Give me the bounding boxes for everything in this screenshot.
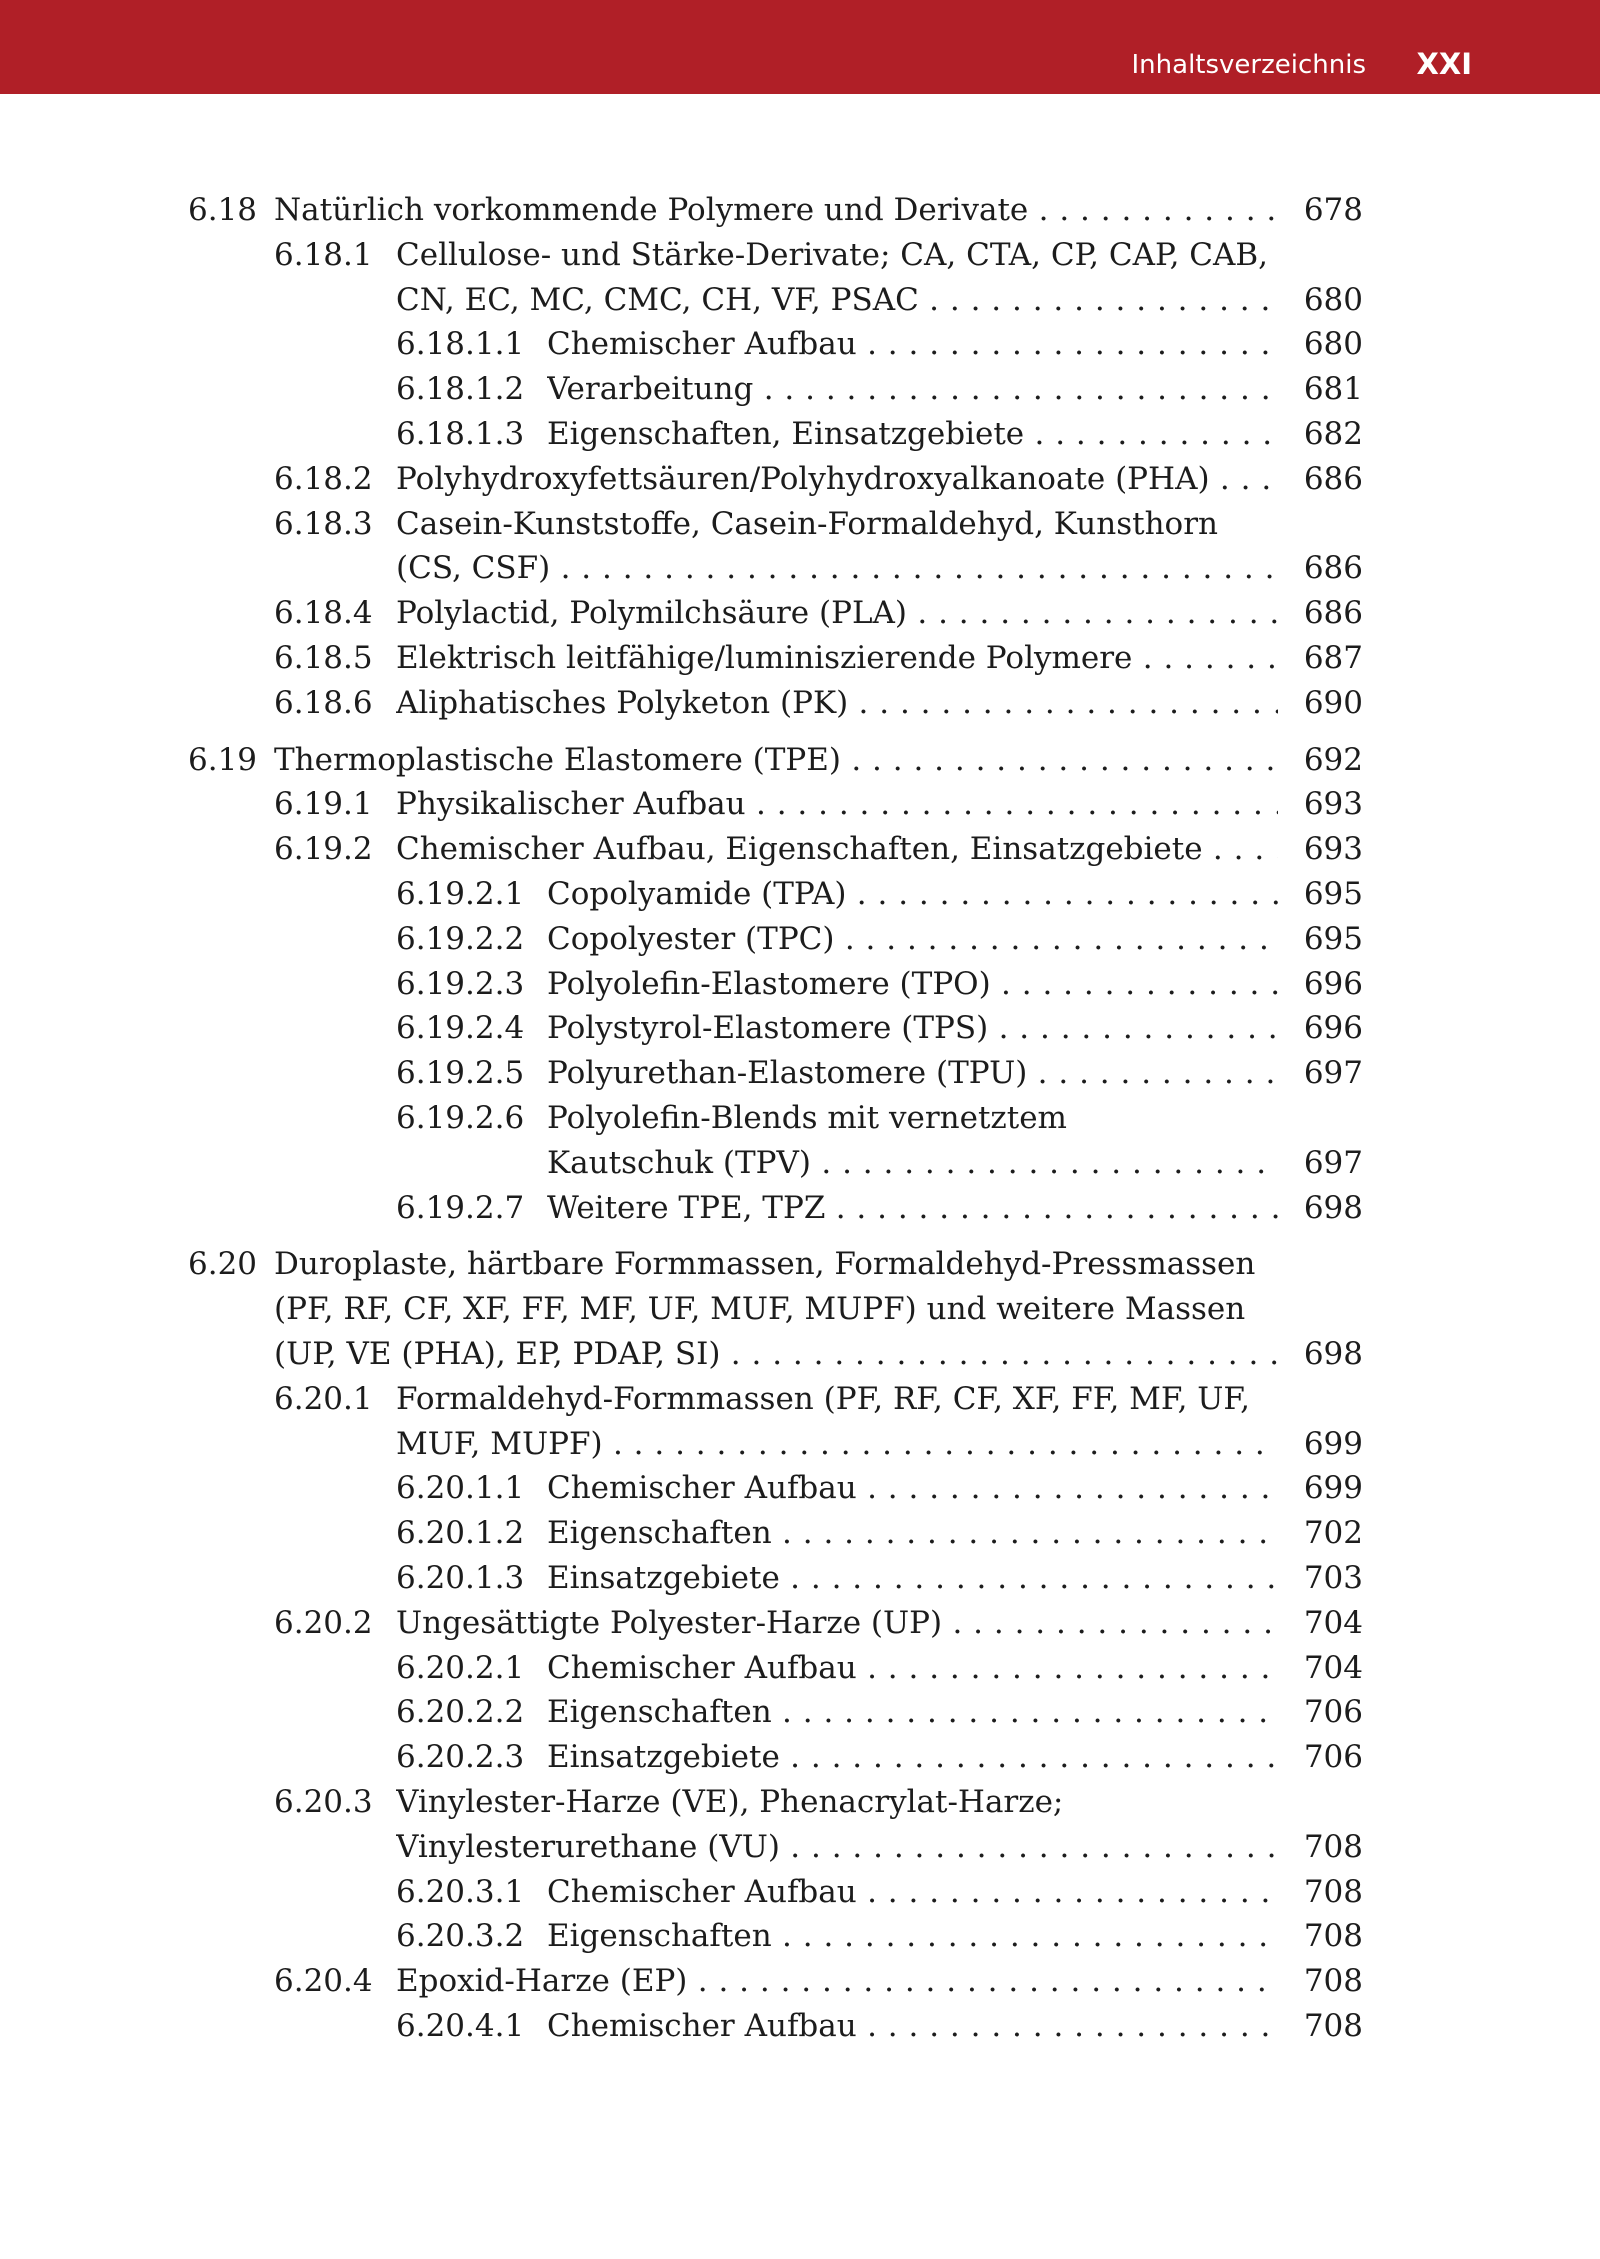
toc-entry-page: 697: [1303, 1055, 1363, 1092]
toc-entry-number: 6.19.2: [274, 831, 373, 868]
toc-entry-page: 693: [1303, 831, 1363, 868]
toc-entry: [0, 591, 1600, 635]
toc-entry-title: Einsatzgebiete . . .: [547, 1735, 1278, 1779]
toc-entry-number: 6.20.1: [274, 1380, 373, 1417]
toc-entry-page: 698: [1303, 1336, 1363, 1372]
toc-entry-page: 686: [1303, 595, 1363, 632]
toc-entry-title: Chemischer Aufbau . . .: [547, 322, 1278, 366]
toc-entry-title: Chemischer Aufbau . . .: [547, 1466, 1278, 1510]
toc-entry-number: 6.20.2.2: [396, 1694, 525, 1731]
toc-entry: [0, 1006, 1600, 1050]
toc-entry-title: Polyurethan-Elastomere (TPU) . . .: [547, 1051, 1278, 1095]
page-number: XXI: [1416, 47, 1472, 81]
toc-entry-number: 6.20.2.3: [396, 1739, 525, 1776]
toc-entry: [0, 1332, 1600, 1376]
toc-entry-page: 678: [1303, 192, 1363, 228]
toc-entry: [0, 322, 1600, 366]
toc-entry: [0, 1870, 1600, 1914]
toc-entry-number: 6.20.2.1: [396, 1649, 525, 1686]
toc-entry-page: 698: [1303, 1189, 1363, 1226]
toc-entry-title: Elektrisch leitfähige/luminiszierende Polymere . . .: [396, 636, 1278, 680]
toc-entry-number: 6.20.2: [274, 1604, 373, 1641]
toc-entry: [0, 636, 1600, 680]
toc-entry-number: 6.19.2.6: [396, 1100, 525, 1136]
toc-entry-page: 692: [1303, 741, 1363, 778]
toc-entry: [0, 872, 1600, 916]
toc-entry-title: MUF, MUPF) . . .: [396, 1422, 1278, 1466]
toc-entry-title: Eigenschaften . . .: [547, 1690, 1278, 1734]
toc-entry-number: 6.18.3: [274, 505, 373, 542]
toc-entry: [0, 1242, 1600, 1286]
toc-entry-page: 695: [1303, 920, 1363, 957]
toc-entry: [0, 1511, 1600, 1555]
toc-entry-title: Polyhydroxyfettsäuren/Polyhydroxyalkanoate (PHA) . . .: [396, 457, 1278, 501]
toc-entry-number: 6.20.3.2: [396, 1918, 525, 1955]
toc-entry-title: Cellulose- und Stärke-Derivate; CA, CTA, CP, CAP, CAB,: [396, 236, 1269, 273]
toc-entry-number: 6.19.2.3: [396, 965, 525, 1002]
toc-entry-page: 699: [1303, 1470, 1363, 1507]
toc-entry: [0, 233, 1600, 277]
toc-entry: [0, 1377, 1600, 1421]
toc-entry: [0, 782, 1600, 826]
toc-entry-number: 6.19.2.2: [396, 920, 525, 957]
toc-entry-number: 6.18: [188, 192, 258, 228]
toc-entry-number: 6.20: [188, 1246, 258, 1283]
toc-entry-page: 704: [1303, 1649, 1363, 1686]
toc-entry-title: Chemischer Aufbau . . .: [547, 1646, 1278, 1690]
toc-entry-page: 708: [1303, 1873, 1363, 1910]
toc-entry-title: Chemischer Aufbau . . .: [547, 1870, 1278, 1914]
toc-entry-number: 6.18.5: [274, 640, 373, 676]
toc-entry-page: 706: [1303, 1739, 1363, 1776]
toc-entry-title: Verarbeitung . . .: [547, 367, 1278, 411]
toc-entry: [0, 1780, 1600, 1824]
toc-entry-title: Einsatzgebiete . . .: [547, 1556, 1278, 1600]
toc-entry-page: 696: [1303, 965, 1363, 1002]
toc-entry-number: 6.18.1: [274, 236, 373, 273]
toc-entry-page: 687: [1303, 640, 1363, 676]
toc-entry-page: 699: [1303, 1425, 1363, 1462]
toc-entry-number: 6.20.4: [274, 1963, 373, 2000]
toc-entry: [0, 278, 1600, 322]
toc-entry-title: Polyolefin-Elastomere (TPO) . . .: [547, 962, 1278, 1006]
toc-entry: [0, 738, 1600, 782]
toc-entry: [0, 1141, 1600, 1185]
toc-entry-number: 6.18.1.2: [396, 371, 525, 408]
toc-entry-number: 6.18.1.1: [396, 326, 525, 363]
toc-entry-title: Polyolefin-Blends mit vernetztem: [547, 1100, 1067, 1136]
toc-entry: [0, 1601, 1600, 1645]
toc-entry: [0, 1287, 1600, 1331]
toc-entry: [0, 1096, 1600, 1140]
toc-entry: [0, 1735, 1600, 1779]
toc-entry-title: (CS, CSF) . . .: [396, 546, 1278, 590]
toc-entry-title: Epoxid-Harze (EP) . . .: [396, 1959, 1278, 2003]
toc-entry: [0, 1051, 1600, 1095]
toc-entry: [0, 1825, 1600, 1869]
toc-entry-page: 703: [1303, 1560, 1363, 1596]
toc-entry-title: Chemischer Aufbau, Eigenschaften, Einsatzgebiete . . .: [396, 827, 1278, 871]
toc-entry-page: 708: [1303, 1828, 1363, 1865]
toc-entry-page: 682: [1303, 416, 1363, 452]
toc-entry-title: (UP, VE (PHA), EP, PDAP, SI) . . .: [274, 1332, 1278, 1376]
toc-entry: [0, 367, 1600, 411]
toc-entry: [0, 1186, 1600, 1230]
toc-entry-title: Ungesättigte Polyester-Harze (UP) . . .: [396, 1601, 1278, 1645]
toc-entry-number: 6.19.2.5: [396, 1055, 525, 1092]
toc-entry-title: Duroplaste, härtbare Formmassen, Formaldehyd-Pressmassen: [274, 1246, 1256, 1283]
toc-entry-page: 708: [1303, 1918, 1363, 1955]
toc-entry-title: Eigenschaften . . .: [547, 1914, 1278, 1958]
toc-entry-title: Aliphatisches Polyketon (PK) . . .: [396, 681, 1278, 725]
toc-entry-page: 680: [1303, 281, 1363, 318]
toc-entry: [0, 457, 1600, 501]
toc-entry-number: 6.19.2.4: [396, 1010, 525, 1047]
toc-entry: [0, 917, 1600, 961]
toc-entry-number: 6.19.1: [274, 786, 373, 823]
toc-entry-title: Eigenschaften, Einsatzgebiete . . .: [547, 412, 1278, 456]
toc-entry: [0, 188, 1600, 232]
toc-entry-number: 6.19: [188, 741, 258, 778]
toc-entry-page: 686: [1303, 550, 1363, 587]
toc-entry: [0, 1646, 1600, 1690]
toc-entry-page: 695: [1303, 876, 1363, 912]
toc-entry-number: 6.20.3.1: [396, 1873, 525, 1910]
toc-entry-title: Copolyamide (TPA) . . .: [547, 872, 1278, 916]
toc-entry-page: 680: [1303, 326, 1363, 363]
toc-entry: [0, 962, 1600, 1006]
toc-entry-number: 6.19.2.1: [396, 876, 525, 912]
toc-entry: [0, 546, 1600, 590]
toc-entry-number: 6.18.6: [274, 684, 373, 721]
toc-entry-title: Physikalischer Aufbau . . .: [396, 782, 1278, 826]
toc-entry-number: 6.20.3: [274, 1784, 373, 1820]
toc-entry-number: 6.18.4: [274, 595, 373, 632]
toc-entry: [0, 827, 1600, 871]
toc-entry-page: 704: [1303, 1604, 1363, 1641]
running-head-title: Inhaltsverzeichnis: [1131, 50, 1366, 80]
toc-entry: [0, 1690, 1600, 1734]
toc-entry-title: Vinylesterurethane (VU) . . .: [396, 1825, 1278, 1869]
toc-entry: [0, 1959, 1600, 2003]
toc-entry-title: Thermoplastische Elastomere (TPE) . . .: [274, 738, 1278, 782]
toc-entry: [0, 2004, 1600, 2048]
toc-entry-page: 706: [1303, 1694, 1363, 1731]
toc-entry: [0, 1422, 1600, 1466]
toc-entry-title: CN, EC, MC, CMC, CH, VF, PSAC . . .: [396, 278, 1278, 322]
toc-entry: [0, 1556, 1600, 1600]
toc-entry-title: Vinylester-Harze (VE), Phenacrylat-Harze;: [396, 1784, 1064, 1820]
toc-entry-number: 6.18.1.3: [396, 416, 525, 452]
toc-entry: [0, 412, 1600, 456]
toc-entry: [0, 1914, 1600, 1958]
toc-entry-page: 708: [1303, 2008, 1363, 2044]
toc-entry-number: 6.20.1.2: [396, 1515, 525, 1552]
toc-entry: [0, 502, 1600, 546]
toc-entry-page: 708: [1303, 1963, 1363, 2000]
toc-entry-page: 696: [1303, 1010, 1363, 1047]
toc-entry-title: Chemischer Aufbau . . .: [547, 2004, 1278, 2048]
toc-entry-number: 6.20.1.3: [396, 1560, 525, 1596]
toc-entry-page: 693: [1303, 786, 1363, 823]
toc-entry-number: 6.20.1.1: [396, 1470, 525, 1507]
toc-entry-number: 6.20.4.1: [396, 2008, 525, 2044]
toc-entry-page: 686: [1303, 460, 1363, 497]
toc-entry-title: Formaldehyd-Formmassen (PF, RF, CF, XF, FF, MF, UF,: [396, 1380, 1250, 1417]
toc-entry-title: (PF, RF, CF, XF, FF, MF, UF, MUF, MUPF) und weitere Massen: [274, 1291, 1246, 1328]
toc-entry-title: Polylactid, Polymilchsäure (PLA) . . .: [396, 591, 1278, 635]
toc-entry-title: Copolyester (TPC) . . .: [547, 917, 1278, 961]
toc-entry-title: Natürlich vorkommende Polymere und Derivate . . .: [274, 188, 1278, 232]
toc-entry-page: 690: [1303, 684, 1363, 721]
toc-entry-page: 702: [1303, 1515, 1363, 1552]
toc-entry-title: Polystyrol-Elastomere (TPS) . . .: [547, 1006, 1278, 1050]
toc-entry-page: 697: [1303, 1144, 1363, 1181]
toc-entry-title: Kautschuk (TPV) . . .: [547, 1141, 1278, 1185]
toc-entry-number: 6.19.2.7: [396, 1189, 525, 1226]
toc-entry-page: 681: [1303, 371, 1363, 408]
toc-entry-title: Casein-Kunststoffe, Casein-Formaldehyd, Kunsthorn: [396, 505, 1218, 542]
toc-entry: [0, 681, 1600, 725]
toc-entry-title: Weitere TPE, TPZ . . .: [547, 1186, 1278, 1230]
toc-entry: [0, 1466, 1600, 1510]
toc-entry-title: Eigenschaften . . .: [547, 1511, 1278, 1555]
toc-entry-number: 6.18.2: [274, 460, 373, 497]
